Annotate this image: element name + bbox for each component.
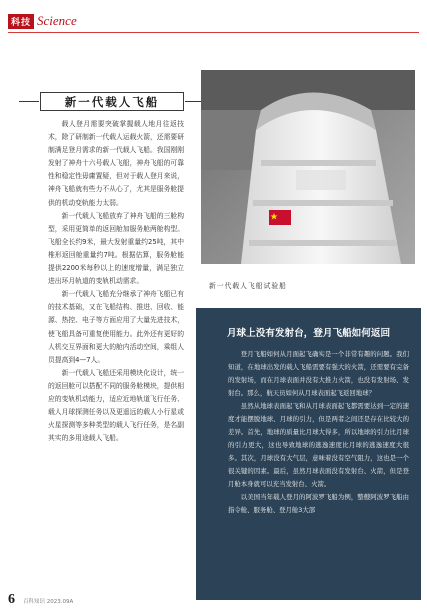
article-paragraph: 载人登月需要突破掌握载人地月往返技术，除了研制新一代载人运载火箭，还需要研制满足登月需求的新一代载人飞船。我国刚刚发射了神舟十六号载人飞船，神舟飞船的可靠性和稳定性毋庸置疑，但对于载人登月来说，神舟飞船就有些力不从心了，尤其是服务舱提供的机动变轨能力太弱。 [48,120,184,207]
sidebar-paragraph: 以美国当年载人登月的阿波罗飞船为例，整艘阿波罗飞船由指令舱、服务舱、登月舱3大部 [228,493,409,514]
article-title: 新一代载人飞船 [64,96,160,109]
sidebar-body [228,348,409,517]
article-paragraph: 新一代载人飞船充分继承了神舟飞船已有的技术基础，又在飞船结构、推进、回收、能源、热控、电子等方面应用了大量先进技术，使飞船具备可重复使用能力。此外还有更好的人机交互界面和更大的舱内活动空间，乘组人员提高到4—7人。 [48,290,184,364]
article-title-box [40,92,184,111]
article-body [48,118,184,445]
sidebar-paragraph: 登月飞船如何从月面起飞确实是一个非常有趣的问题。我们知道，在地球出发的载人飞船需要有强大的火箭，还需要有完备的发射场，而在月球表面并没有大推力火箭，也没有发射场、发射台。那么，航天员如何从月球表面起飞返回地球？ [228,350,409,397]
sidebar-title: 月球上没有发射台，登月飞船如何返回 [226,328,391,339]
sidebar-box [196,308,421,600]
header-divider [8,32,419,33]
flag-icon [269,210,291,225]
section-header [8,12,77,30]
spacecraft-photo [201,70,415,264]
article-paragraph: 新一代载人飞船放弃了神舟飞船的三舱构型，采用更简单的返回舱加服务舱两舱构型。飞船全长约9米，最大发射重量约25吨，其中椎形返回舱重量约7吨。根据估算，服务舱能提供2200米每秒以上的速度增量，满足独立进出环月轨道的变轨机动需求。 [48,211,184,286]
photo-caption: 新一代载人飞船试验船 [209,282,287,290]
publication-source: 百科知识 2023.09A [23,599,74,605]
section-name-english: Science [37,13,77,28]
page-number: 6 [8,592,15,607]
page-footer [8,592,73,608]
section-tag: 科技 [8,14,34,29]
spacecraft-illustration [201,70,415,264]
sidebar-paragraph: 虽然从地球表面起飞和从月球表面起飞都需要达到一定的速度才能摆脱地球、月球的引力，但是两者之间还是存在比较大的差异。首先，地球的质量比月球大得多，所以地球的引力比月球的引力更大，这也导致地球的逃逸速度比月球的逃逸速度大很多。其次，月球没有大气层，意味着没有空气阻力，这也是一个很关键的因素。最后，虽然月球表面没有发射台、火箭，但是登月舱本身就可以充当发射台、火箭。 [228,402,409,488]
article-paragraph: 新一代载人飞船还采用模块化设计，统一的返回舱可以搭配不同的服务舱模块，提供相应的变轨机动能力，适应近地轨道飞行任务、载人月球探测任务以及更遥远的载人小行星或火星探测等多种类型的载人飞行任务，是名副其实的多用途载人飞船。 [48,368,184,443]
